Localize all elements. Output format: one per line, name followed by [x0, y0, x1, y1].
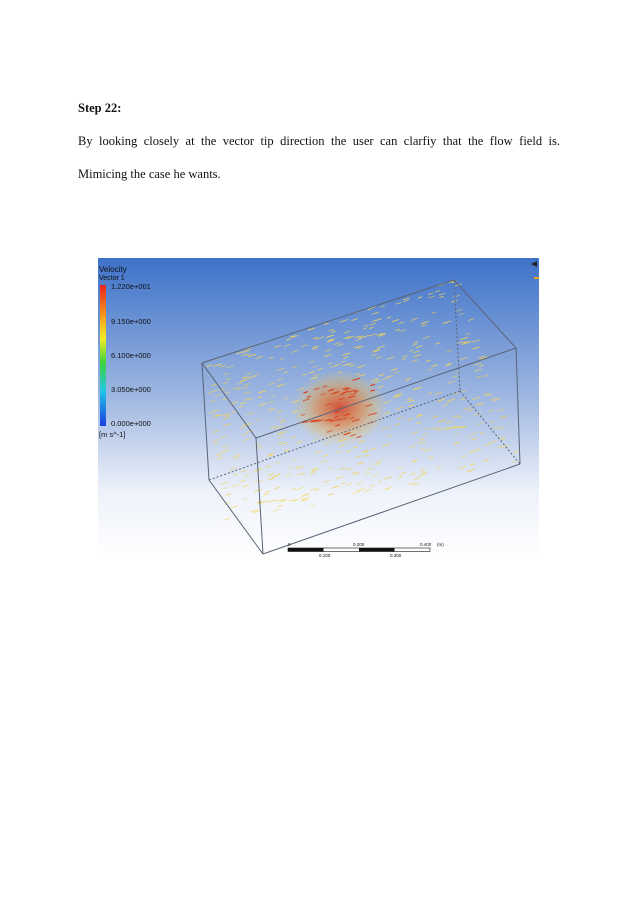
scale-label-unit: (m) — [437, 542, 444, 547]
step-heading: Step 22: — [78, 101, 122, 115]
scale-label-0300: 0.300 — [390, 553, 402, 558]
figure-canvas — [98, 258, 539, 559]
legend-tick-4: 3.050e+000 — [111, 385, 151, 394]
legend-tick-2: 9.150e+000 — [111, 317, 151, 326]
scale-label-0400: 0.400 — [420, 542, 432, 547]
scale-label-0200: 0.200 — [353, 542, 365, 547]
legend-unit: [m s^-1] — [99, 430, 126, 439]
legend-subtitle: Vector 1 — [99, 275, 125, 282]
legend-tick-min: 0.000e+000 — [111, 419, 151, 428]
legend-colorbar — [100, 285, 106, 426]
scale-label-0: 0 — [288, 542, 291, 547]
scale-label-0100: 0.100 — [319, 553, 331, 558]
legend-title: Velocity — [99, 265, 127, 274]
legend-tick-3: 6.100e+000 — [111, 351, 151, 360]
paragraph-description: By looking closely at the vector tip direction the user can clarfiy that the flow field is. — [78, 134, 560, 148]
paragraph-continuation: Mimicing the case he wants. — [78, 167, 221, 181]
cfd-velocity-vector-figure — [98, 258, 539, 559]
high-velocity-core — [292, 370, 388, 446]
legend-tick-max: 1.220e+001 — [111, 282, 151, 291]
